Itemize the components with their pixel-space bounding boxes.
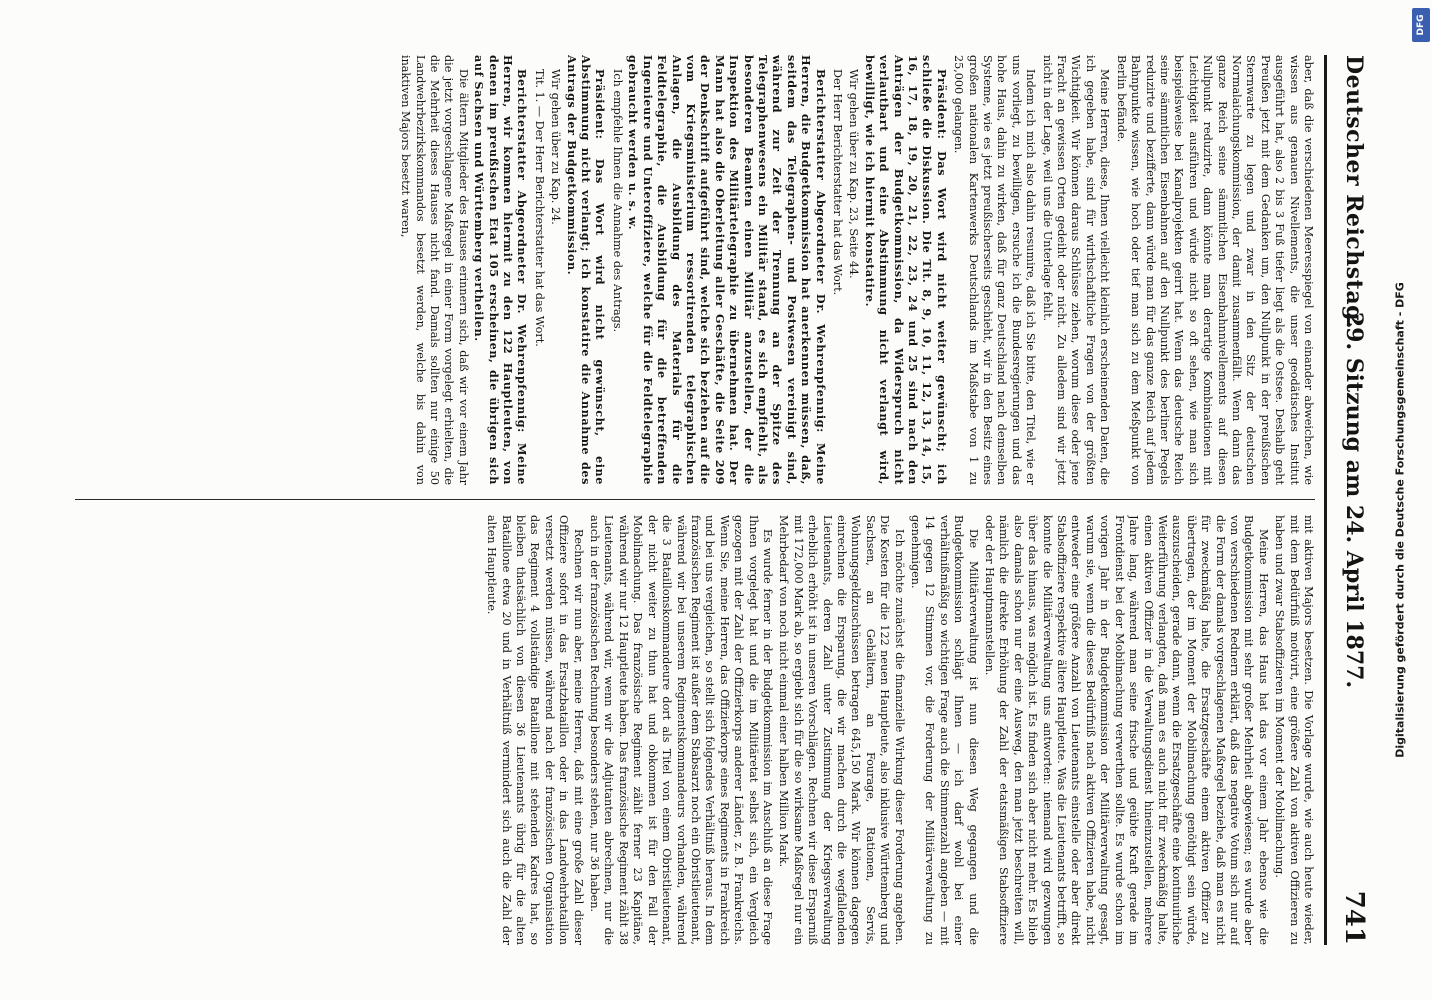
speaker-paragraph: Berichterstatter Abgeordneter Dr. Wehrenpfennig: Meine Herren, die Budgetkommission hat anerkennen müssen, daß, seitdem das Telegraphen- und Postwesen vereinigt sind, während zur Zeit der Trennung an der Spitze des Telegraphenwesens ein Militär stand, es sich empfiehlt, als besonderen Beamten einen Militär anzustellen, der die Inspektion des Militärtelegraphie zu übernehmen hat. Der Mann hat also die Oberleitung aller Geschäfte, die Seite 209 der Denkschrift aufgeführt sind, welche sich beziehen auf die vom Kriegsministerium ressortirenden telegraphischen Anlagen, die Ausbildung des Materials für die Feldtelegraphie, die Ausbildung für die betreffenden Ingenieure und Unteroffiziere, welche für die Feldtelegraphie gebraucht werden u. s. w. (626, 55, 828, 485)
paragraph: Ich empfehle Ihnen die Annahme des Antrags. (610, 69, 624, 333)
paragraph: Der Herr Berichterstatter hat das Wort. (831, 69, 844, 296)
paragraph: Es wurde ferner in der Budgetkommission im Anschluß an diese Frage Ihnen vorgelegt hat und die im Militäretat selbst sich, ein Vergleich gezogen mit der Zahl der Offizierkorps anderer Länder, z. B. Frankreichs. Wenn Sie, meine Herren, das Offizierkorps eines Regiments in Frankreich und bei uns vergleichen, so stellt sich folgendes Verhältniß heraus. In dem französischen Regiment ist außer dem Stabsarzt noch ein Obristlieutenant, während wir bei unserem Regimentskommandeurs vorhanden, während die 3 Bataillonskommandeure dort als Titel von einem Obristlieutenant, der nicht weiter zu thun hat und obkommen ist für den Fall der Mobilmachung. Das französische Regiment zählt ferner 23 Kapitäne, während wir nur 12 Hauptleute haben. Das französische Regiment zählt 38 Lieutenants, während wir, wenn wir die Adjutanten abrechnen, nur die auch in der französischen Rechnung besonders stehen, nur 36 haben. (588, 515, 774, 945)
paragraph: aber, daß die verschiedenen Meeresspiegel von einander abweichen, wie wissen aus genauen Nivellements, die unser geodätisches Institut ausgeführt hat, also 2 bis 3 Fuß tiefer liegt als die Ostsee. Deshalb geht Preußen jetzt mit dem Gedanken um, den Nullpunkt in der preußischen Sternwarte zu legen und zwar in den Sitz der deutschen Normalaichungskommission, der damit zusammenfällt. Wenn dann das ganze Reich seine sämmtlichen Eisenbahnnivellements auf diesen Nullpunkt reduzirte, dann könnte man derartige Kombinationen mit Leichtigkeit ausführen und würde nicht so oft sehen, wie man sich beispielsweise bei Kanalprojekten geirrt hat. Wenn das deutsche Reich seine sämmtlichen Eisenbahnen auf den Nullpunkt des berliner Pegels reduzirte und bezifferte, dann würde man für das ganze Reich auf jedem Bahnpunkte wissen, wie hoch oder tief man sich zu dem Meßpunkt von Berlin befände. (1114, 55, 1315, 485)
publication-title: Deutscher Reichstag. (1341, 55, 1367, 330)
session-title: 29. Sitzung am 24. April 1877. (1341, 311, 1367, 689)
dfg-logo-text: DFG (1416, 14, 1426, 36)
paragraph: Tit. 1. — Der Herr Berichterstatter hat das Wort. (532, 69, 546, 347)
digitization-note-text: Digitalisierung gefördert durch die Deutsche Forschungsgemeinschaft - DFG (1393, 282, 1407, 758)
speaker-paragraph: Präsident: Das Wort wird nicht weiter gewünscht; ich schließe die Diskussion. Die Tit. 8, 9, 10, 11, 12, 13, 14, 15, 16, 17, 18, 19, 20, 21, 22, 23, 24 und 25 sind nach den Anträgen der Budgetkommission, da Widerspruch nicht verlautbart und eine Abstimmung nicht verlangt wird, bewilligt, wie ich hiermit konstatire. (862, 55, 949, 485)
paragraph: Meine Herren, diese, Ihnen vielleicht kleinlich erscheinenden Daten, die ich gegeben habe, sind für wirthschaftliche Fragen von der größten Wichtigkeit. Wir können daraus Schlüsse ziehen, worum diese oder jene Fracht an gewissen Orten gedeiht oder nicht. Zu alledem sind wir jetzt nicht in der Lage, weil uns die Unterlage fehlt. (1040, 55, 1112, 485)
paragraph: Indem ich mich also dahin resumire, daß ich Sie bitte, den Titel, wie er uns vorliegt, zu bewilligen, ersuche ich die Bundesregierungen und das hohe Haus, dahin zu wirken, daß für ganz Deutschland nach demselben Systeme, wie es jetzt preußischerseits geschieht, wir in den Besitz eines großen nationalen Kartenwerks Deutschlands im Maßstabe von 1 zu 25,000 gelangen. (952, 55, 1038, 485)
right-column (65, 515, 1315, 945)
paragraph: Ich möchte zunächst die finanzielle Wirkung dieser Forderung angeben. Die Kosten für die 122 neuen Hauptleute, also inklusive Württemberg und Sachsen, an Gehältern, an Fourage, Rationen, Servis, Wohnungsgeldzuschüssen betragen 645,150 Mark. Wir können dagegen einrechnen die Ersparung, die wir machen durch die wegfallenden Lieutenants, deren Zahl unter Zustimmung der Kriegsverwaltung erheblich erhöht ist in unseren Vorschlägen. Rechnen wir diese Ersparniß mit 172,000 Mark ab, so ergiebt sich für die so wirksame Maßregel nur ein Mehrbedarf von noch nicht einmal einer halben Million Mark. (777, 515, 906, 945)
paragraph: Wir gehen über zu Kap. 23, Seite 44. (847, 69, 861, 279)
left-column (65, 55, 1315, 485)
paragraph: Die Militärverwaltung ist nun diesen Weg gegangen und die Budgetkommission schlägt Ihnen — ich darf wohl bei einer verhältnißmäßig so wichtigen Frage auch die Stimmenzahl angeben — mit 14 gegen 12 Stimmen vor, die Forderung der Militärverwaltung zu genehmigen. (909, 515, 980, 945)
paragraph: Meine Herren, das Haus hat das vor einem Jahr ebenso wie die Budgetkommission mit sehr großer Mehrheit abgewiesen; es wurde aber von verschiedenen Rednern erklärt, daß das negative Votum sich nur auf die Form der damals vorgeschlagenen Maßregel beziehe, daß man es nicht für zweckmäßig halte, die Ersatzgeschäfte einem aktiven Offizier zu übertragen, der im Moment der Mobilmachung genöthigt sein würde, auszuscheiden, gerade dann, wenn die Ersatzgeschäfte eine kontinuirliche Weiterführung verlangten, daß man es auch nicht für zweckmäßig halte, einen aktiven Offizier in die Verwaltungsdienst hineinzustellen, mehrere Jahre lang, während man seine frische und geübte Kraft gerade im Frontdienst bei der Mobilmachung verwerthen sollte. Es wurde schon im vorigen Jahr in der Budgetkommission der Militärverwaltung gesagt, warum sie, wenn die dieses Bedürfniß nach aktiven Offizieren habe, nicht entweder eine größere Anzahl von Lieutenants einstelle oder aber direkt Stabsoffiziere respektive ältere Hauptleute. Was die Lieutenants betrifft, so konnte die Militärverwaltung uns antworten: niemand wird gezwungen über das hinaus, was möglich ist. Es finden sich aber nicht mehr. Es blieb also damals schon nur der eine Ausweg, den man jetzt beschreiten will, nämlich die direkte Erhöhung der Zahl der etatsmäßigen Stabsoffiziere oder der Hauptmannstellen. (983, 515, 1270, 945)
speaker-paragraph: Berichterstatter Abgeordneter Dr. Wehrenpfennig: Meine Herren, wir kommen hiermit zu den 122 Hauptleuten, von denen im preußischen Etat 105 erscheinen, die übrigen sich auf Sachsen und Württemberg vertheilen. (472, 55, 530, 485)
paragraph: Rechnen wir nun aber, meine Herren, daß mit eine große Zahl dieser Offiziere sofort in das Ersatzbataillon oder in das Landwehrbataillon versetzt werden müssen, während nach der französischen Organisation das Regiment 4 vollständige Bataillone mit stehenden Kadres hat, so bleiben thatsächlich von diesen 36 Lieutenants übrig für die alten Bataillone etwa 20 und in Verhältniß vermindert sich auch die Zahl der alten Hauptleute. (485, 515, 585, 945)
paragraph: Wir gehen über zu Kap. 24. (549, 69, 563, 225)
paragraph: Die ältern Mitglieder des Hauses erinnern sich, daß wir vor einem Jahr die jetzt vorgeschlagene Maßregel in einer Form vorgelegt erhielten, die die Mehrheit dieses Hauses nicht fand. Damals sollten nur einige 50 Landwehrbezirkskommandos besetzt werden, welche bis dahin von inaktiven Majors besetzt waren, (399, 55, 470, 485)
paragraph: mit aktiven Majors besetzen. Die Vorlage wurde, wie auch heute wieder, mit dem Bedürfniß motivirt, eine größere Zahl von aktiven Offizieren zu haben und zwar Stabsoffizieren im Moment der Mobilmachung. (1273, 515, 1315, 945)
digitization-note (1370, 40, 1430, 1000)
column-divider (75, 499, 1315, 500)
dfg-logo-icon (1412, 8, 1430, 42)
page-header (1324, 55, 1371, 945)
page-number: 741 (1339, 890, 1369, 945)
speaker-paragraph: Präsident: Das Wort wird nicht gewünscht, eine Abstimmung nicht verlangt; ich konstatire die Annahme des Antrags der Budgetkommission. (564, 55, 608, 485)
newspaper-page (45, 15, 1385, 985)
